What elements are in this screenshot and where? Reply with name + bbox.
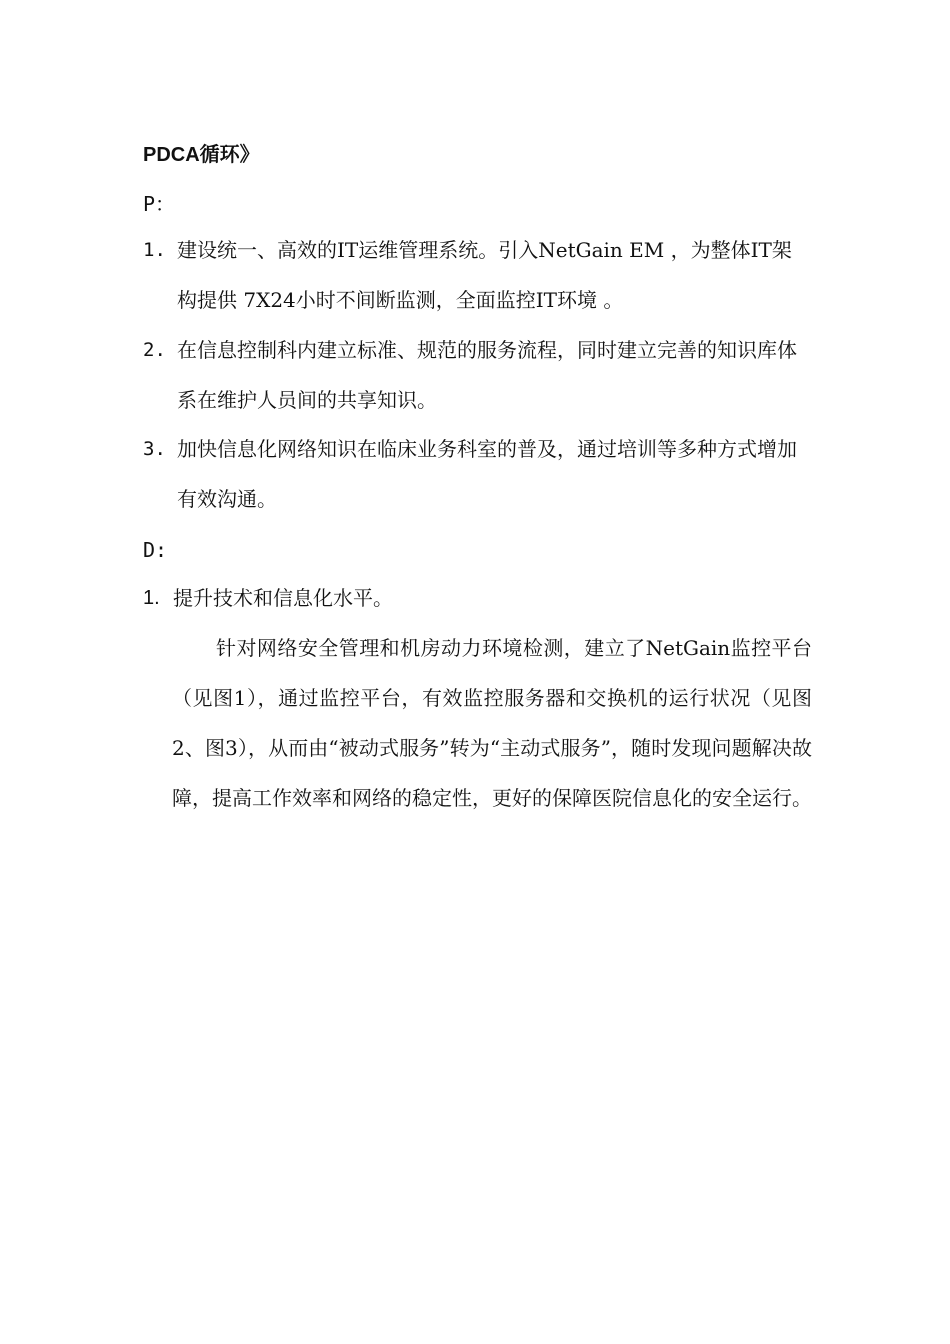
d-body-paragraph: 针对网络安全管理和机房动力环境检测，建立了NetGain监控平台（见图1），通过监控平台，有效监控服务器和交换机的运行状况（见图2、图3），从而由“被动式服务”转为“主动式服务”，随时发现问题解决故障，提高工作效率和网络的稳定性，更好的保障医院信息化的安全运行。 [172,636,812,810]
section-label-d: D: [143,538,168,562]
p-list-item-1 [143,225,811,325]
list-item-text: 加快信息化网络知识在临床业务科室的普及，通过培训等多种方式增加有效沟通。 [177,437,797,511]
d-list-item-1 [143,573,811,623]
p-list-item-3 [143,424,811,524]
list-item-text: 在信息控制科内建立标准、规范的服务流程，同时建立完善的知识库体系在维护人员间的共享知识。 [177,338,797,412]
list-number: 1. [143,587,160,609]
list-number: 1. [143,239,166,261]
section-label-p: P： [143,192,176,216]
list-item-text: 提升技术和信息化水平。 [173,586,393,610]
list-number: 3. [143,438,166,460]
document-title: PDCA循环》 [143,144,260,166]
p-list-item-2 [143,325,811,425]
list-number: 2. [143,339,166,361]
list-item-text: 建设统一、高效的IT运维管理系统。引入NetGain EM ，为整体IT架构提供 7X24小时不间断监测，全面监控IT环境 。 [177,238,792,312]
